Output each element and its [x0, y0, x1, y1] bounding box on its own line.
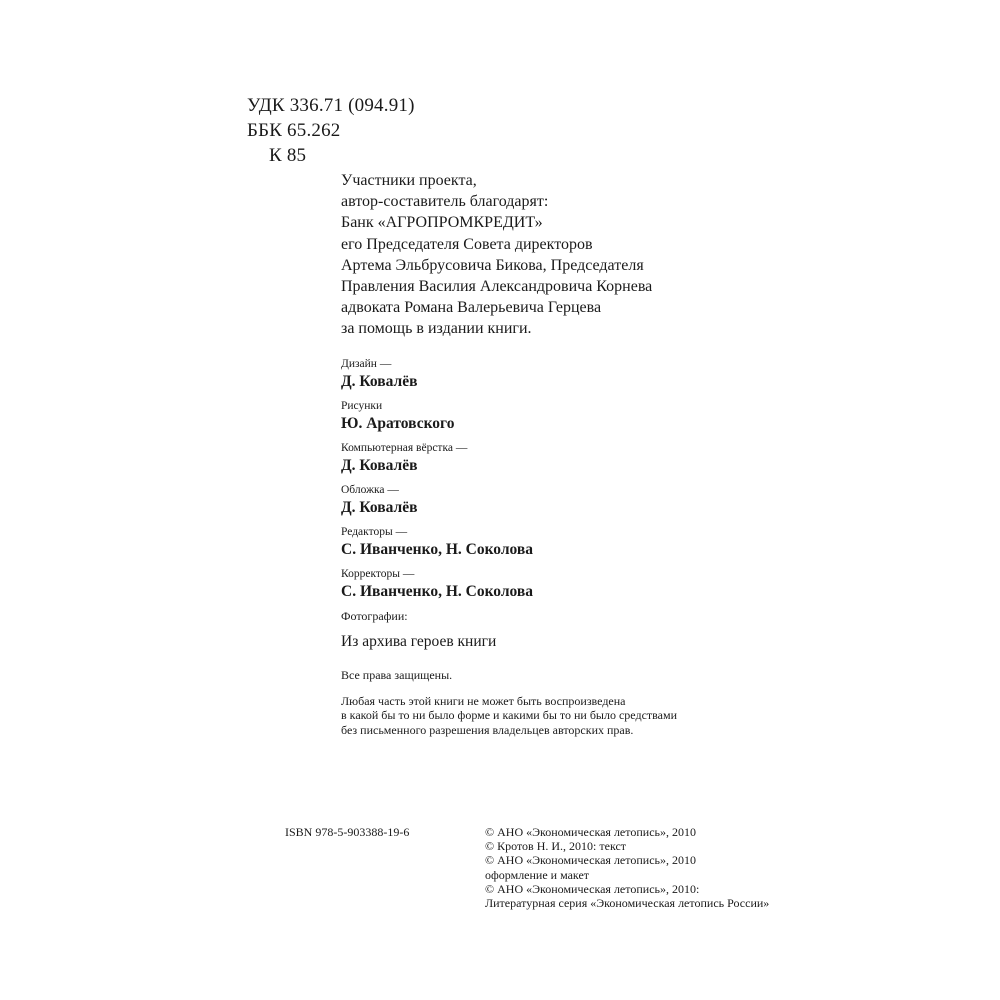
credit-name: Д. Ковалёв — [341, 457, 418, 474]
rights-heading: Все права защищены. — [341, 668, 453, 682]
credit-role: Редакторы — — [341, 526, 408, 538]
rights-line: без письменного разрешения владельцев авторских прав. — [341, 722, 634, 737]
acknowledgement-line: его Председателя Совета директоров — [341, 235, 593, 253]
acknowledgement-line: адвоката Романа Валерьевича Герцева — [341, 299, 602, 317]
credit-name: Ю. Аратовского — [341, 415, 455, 432]
classification-codes — [247, 93, 415, 168]
credit-cover — [341, 482, 533, 518]
credit-layout — [341, 440, 533, 476]
credit-proofreaders — [341, 566, 533, 602]
udk-code: УДК 336.71 (094.91) — [247, 95, 415, 116]
acknowledgement-line: Артема Эльбрусовича Бикова, Председателя — [341, 256, 644, 274]
copyright-line: © АНО «Экономическая летопись», 2010: — [485, 881, 700, 896]
isbn-number: ISBN 978-5-903388-19-6 — [285, 825, 410, 839]
acknowledgement-line: Участники проекта, — [341, 172, 477, 189]
copyright-line: оформление и макет — [485, 867, 590, 882]
credit-role: Компьютерная вёрстка — — [341, 442, 468, 454]
credit-illustrations — [341, 398, 533, 434]
copyright-line: © Кротов Н. И., 2010: текст — [485, 839, 627, 854]
credit-role: Рисунки — [341, 400, 383, 412]
credit-design — [341, 356, 533, 392]
credit-name: Д. Ковалёв — [341, 373, 418, 390]
copyright-line: © АНО «Экономическая летопись», 2010 — [485, 825, 696, 839]
credit-name: С. Иванченко, Н. Соколова — [341, 541, 534, 558]
photos-credit — [341, 608, 496, 652]
credit-name: Д. Ковалёв — [341, 499, 418, 516]
copyright-line: Литературная серия «Экономическая летопись России» — [485, 896, 770, 911]
acknowledgement-line: Банк «АГРОПРОМКРЕДИТ» — [341, 214, 543, 232]
acknowledgement-line: за помощь в издании книги. — [341, 320, 532, 338]
copyright-block — [485, 825, 769, 910]
photos-source: Из архива героев книги — [341, 633, 497, 650]
photos-label: Фотографии: — [341, 609, 408, 623]
credit-role: Обложка — — [341, 484, 399, 496]
acknowledgement-block — [341, 170, 652, 340]
credit-name: С. Иванченко, Н. Соколова — [341, 583, 534, 600]
rights-notice — [341, 667, 677, 737]
credit-role: Корректоры — — [341, 568, 415, 580]
author-mark: К 85 — [269, 145, 307, 166]
acknowledgement-line: Правления Василия Александровича Корнева — [341, 278, 653, 296]
bbk-code: ББК 65.262 — [247, 120, 341, 141]
credit-editors — [341, 524, 533, 560]
credits-list — [341, 356, 533, 608]
rights-line: Любая часть этой книги не может быть воспроизведена — [341, 694, 626, 708]
credit-role: Дизайн — — [341, 358, 392, 370]
rights-line: в какой бы то ни было форме и какими бы то ни было средствами — [341, 708, 677, 723]
acknowledgement-line: автор-составитель благодарят: — [341, 193, 549, 211]
copyright-line: © АНО «Экономическая летопись», 2010 — [485, 853, 696, 868]
